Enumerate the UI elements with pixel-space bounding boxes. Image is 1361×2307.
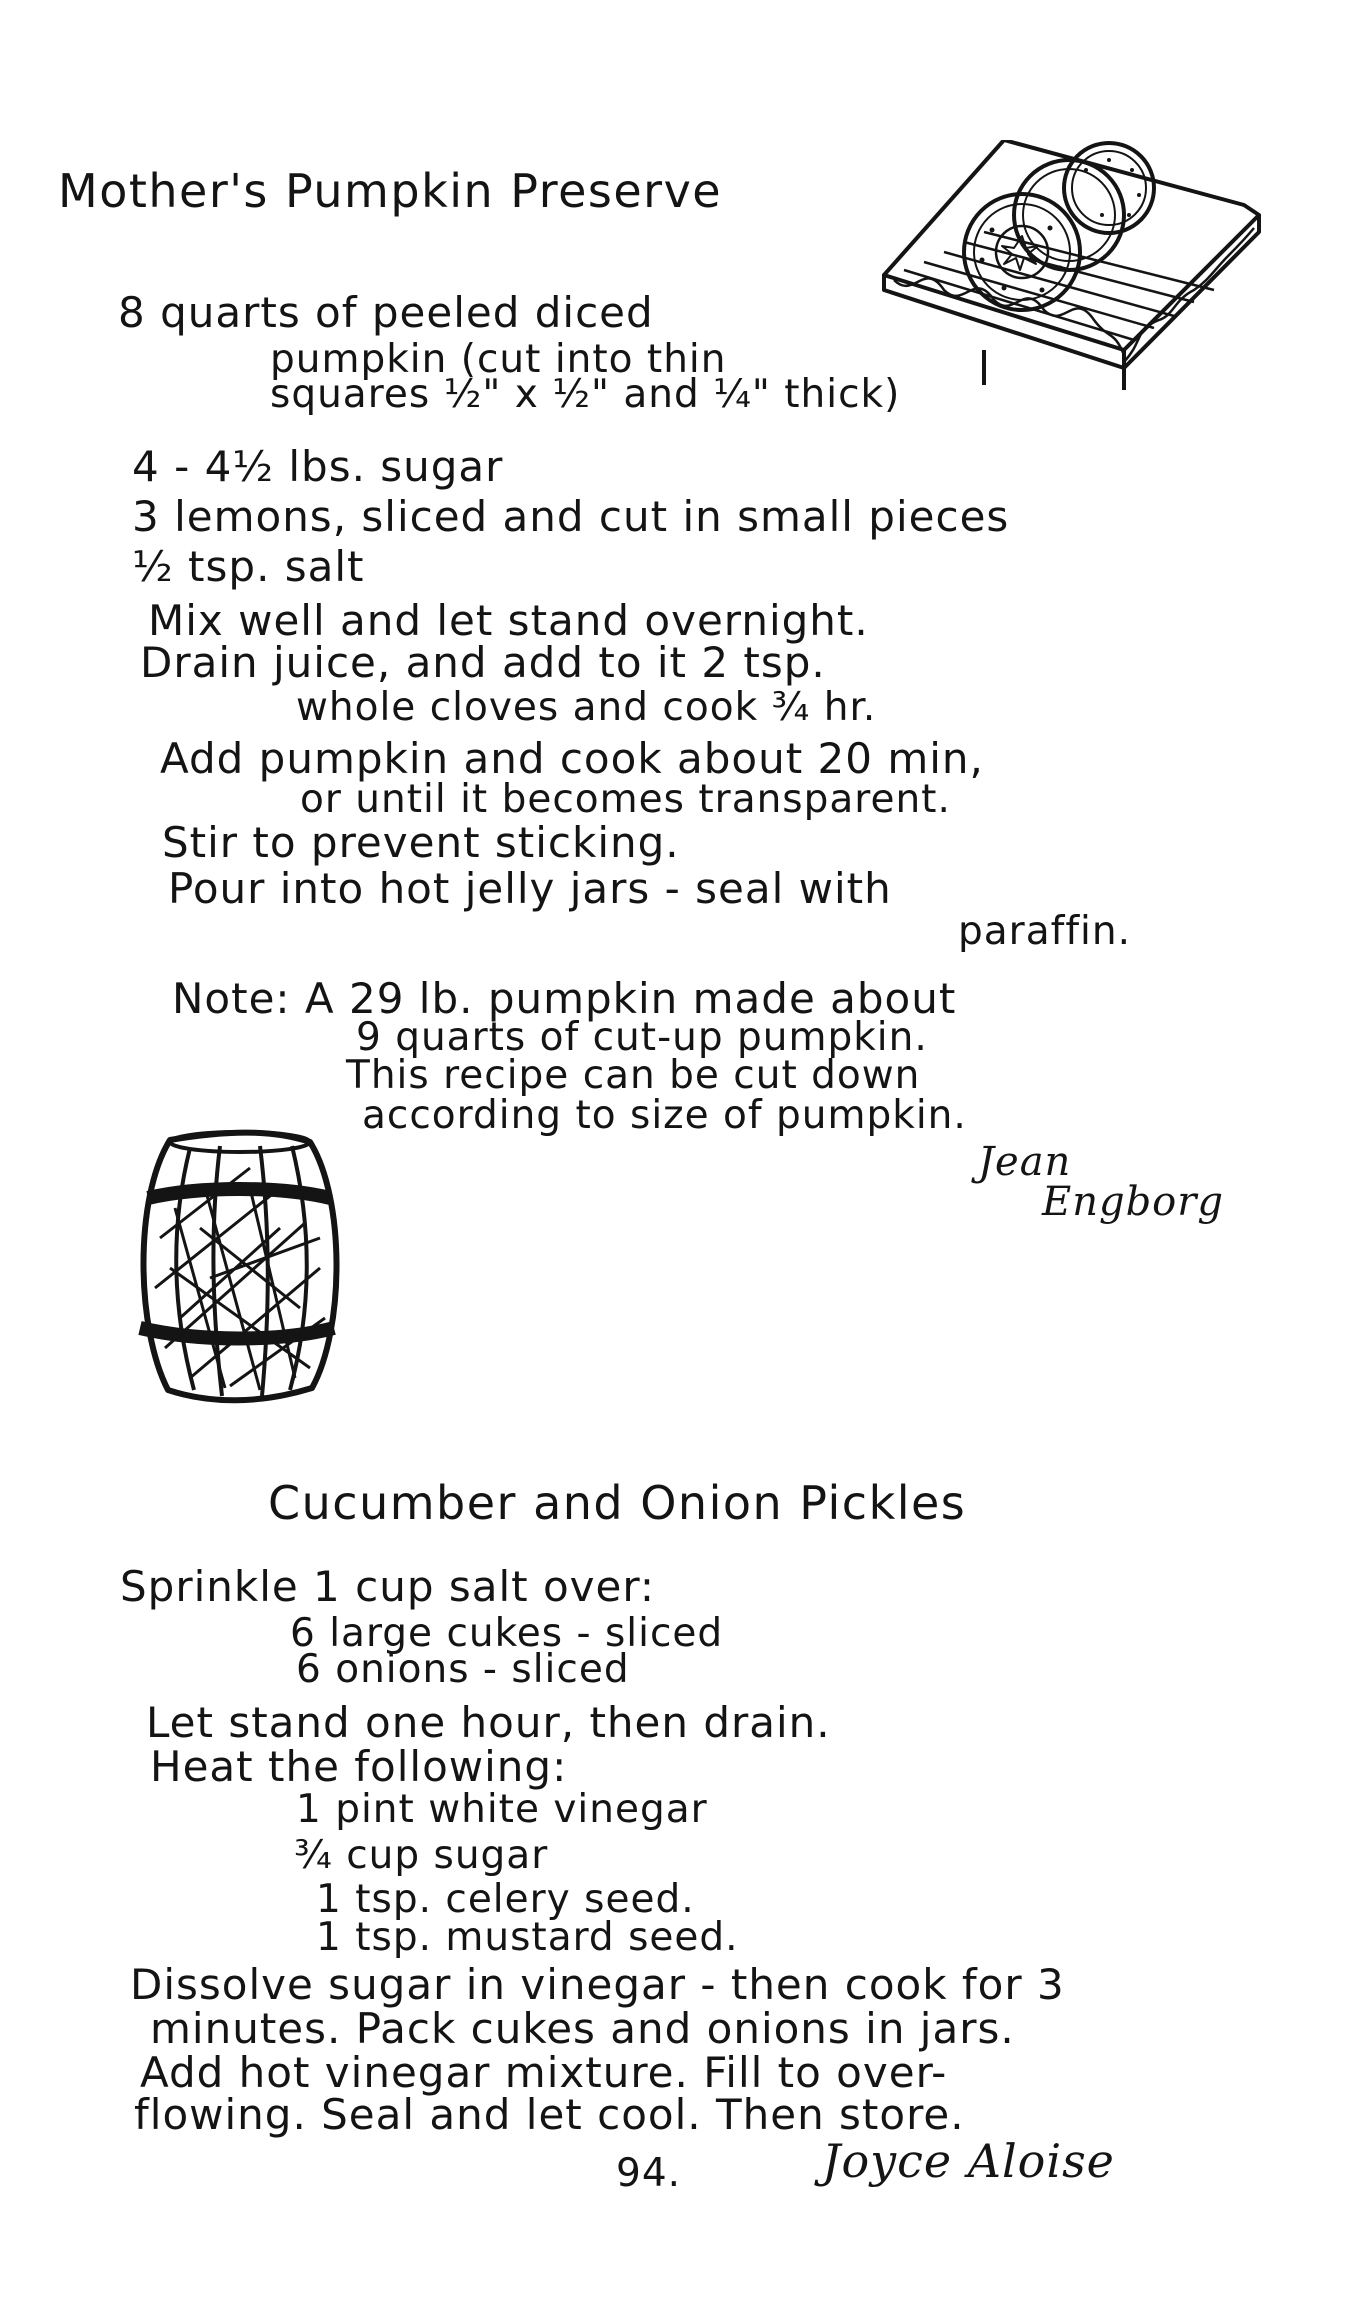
recipe1-line: or until it becomes transparent. [300, 777, 951, 822]
recipe1-author-last: Engborg [1042, 1179, 1224, 1225]
recipe2-line: minutes. Pack cukes and onions in jars. [150, 2004, 1015, 2053]
recipe1-line: squares ½" x ½" and ¼" thick) [270, 372, 901, 417]
recipe1-line: 4 - 4½ lbs. sugar [132, 442, 504, 491]
page-number: 94. [616, 2151, 682, 2196]
recipe1-line: 3 lemons, sliced and cut in small pieces [132, 492, 1010, 541]
recipe1-line: Drain juice, and add to it 2 tsp. [140, 638, 826, 687]
recipe1-line: paraffin. [958, 909, 1131, 954]
recipe1-note: Note: A 29 lb. pumpkin made about [172, 974, 957, 1023]
recipe2-line: Heat the following: [150, 1742, 568, 1791]
recipe2-line: Dissolve sugar in vinegar - then cook for 3 [130, 1960, 1065, 2009]
recipe2-author: Joyce Aloise [822, 2134, 1115, 2188]
recipe2-line: 1 pint white vinegar [296, 1787, 708, 1832]
recipe2-line: 6 onions - sliced [296, 1647, 630, 1692]
recipe2-line: 6 large cukes - sliced [290, 1611, 724, 1656]
recipe2-title: Cucumber and Onion Pickles [268, 1476, 967, 1530]
recipe2-line: Sprinkle 1 cup salt over: [120, 1562, 656, 1611]
recipe1-title: Mother's Pumpkin Preserve [58, 164, 723, 218]
recipe1-line: whole cloves and cook ¾ hr. [296, 685, 877, 730]
recipe2-line: 1 tsp. celery seed. [316, 1877, 695, 1922]
recipe1-line: Add pumpkin and cook about 20 min, [160, 734, 984, 783]
recipe2-line: 1 tsp. mustard seed. [316, 1915, 739, 1960]
recipe1-line: 8 quarts of peeled diced [118, 288, 654, 337]
recipe2-line: Let stand one hour, then drain. [146, 1698, 831, 1747]
recipe1-line: Stir to prevent sticking. [162, 818, 680, 867]
jar-rack-illustration [874, 140, 1264, 390]
recipe1-line: Mix well and let stand overnight. [148, 596, 869, 645]
recipe1-note: 9 quarts of cut-up pumpkin. [356, 1015, 928, 1060]
recipe2-line: flowing. Seal and let cool. Then store. [134, 2090, 965, 2139]
recipe2-line: Add hot vinegar mixture. Fill to over- [140, 2048, 948, 2097]
barrel-illustration [130, 1128, 350, 1408]
recipe1-note: This recipe can be cut down [346, 1053, 921, 1098]
recipe1-line: Pour into hot jelly jars - seal with [168, 864, 892, 913]
recipe1-line: ½ tsp. salt [132, 542, 365, 591]
recipe2-line: ¾ cup sugar [294, 1833, 549, 1878]
recipe1-line: pumpkin (cut into thin [270, 337, 727, 382]
recipe1-author-first: Jean [978, 1139, 1072, 1185]
recipe1-note: according to size of pumpkin. [362, 1093, 967, 1138]
